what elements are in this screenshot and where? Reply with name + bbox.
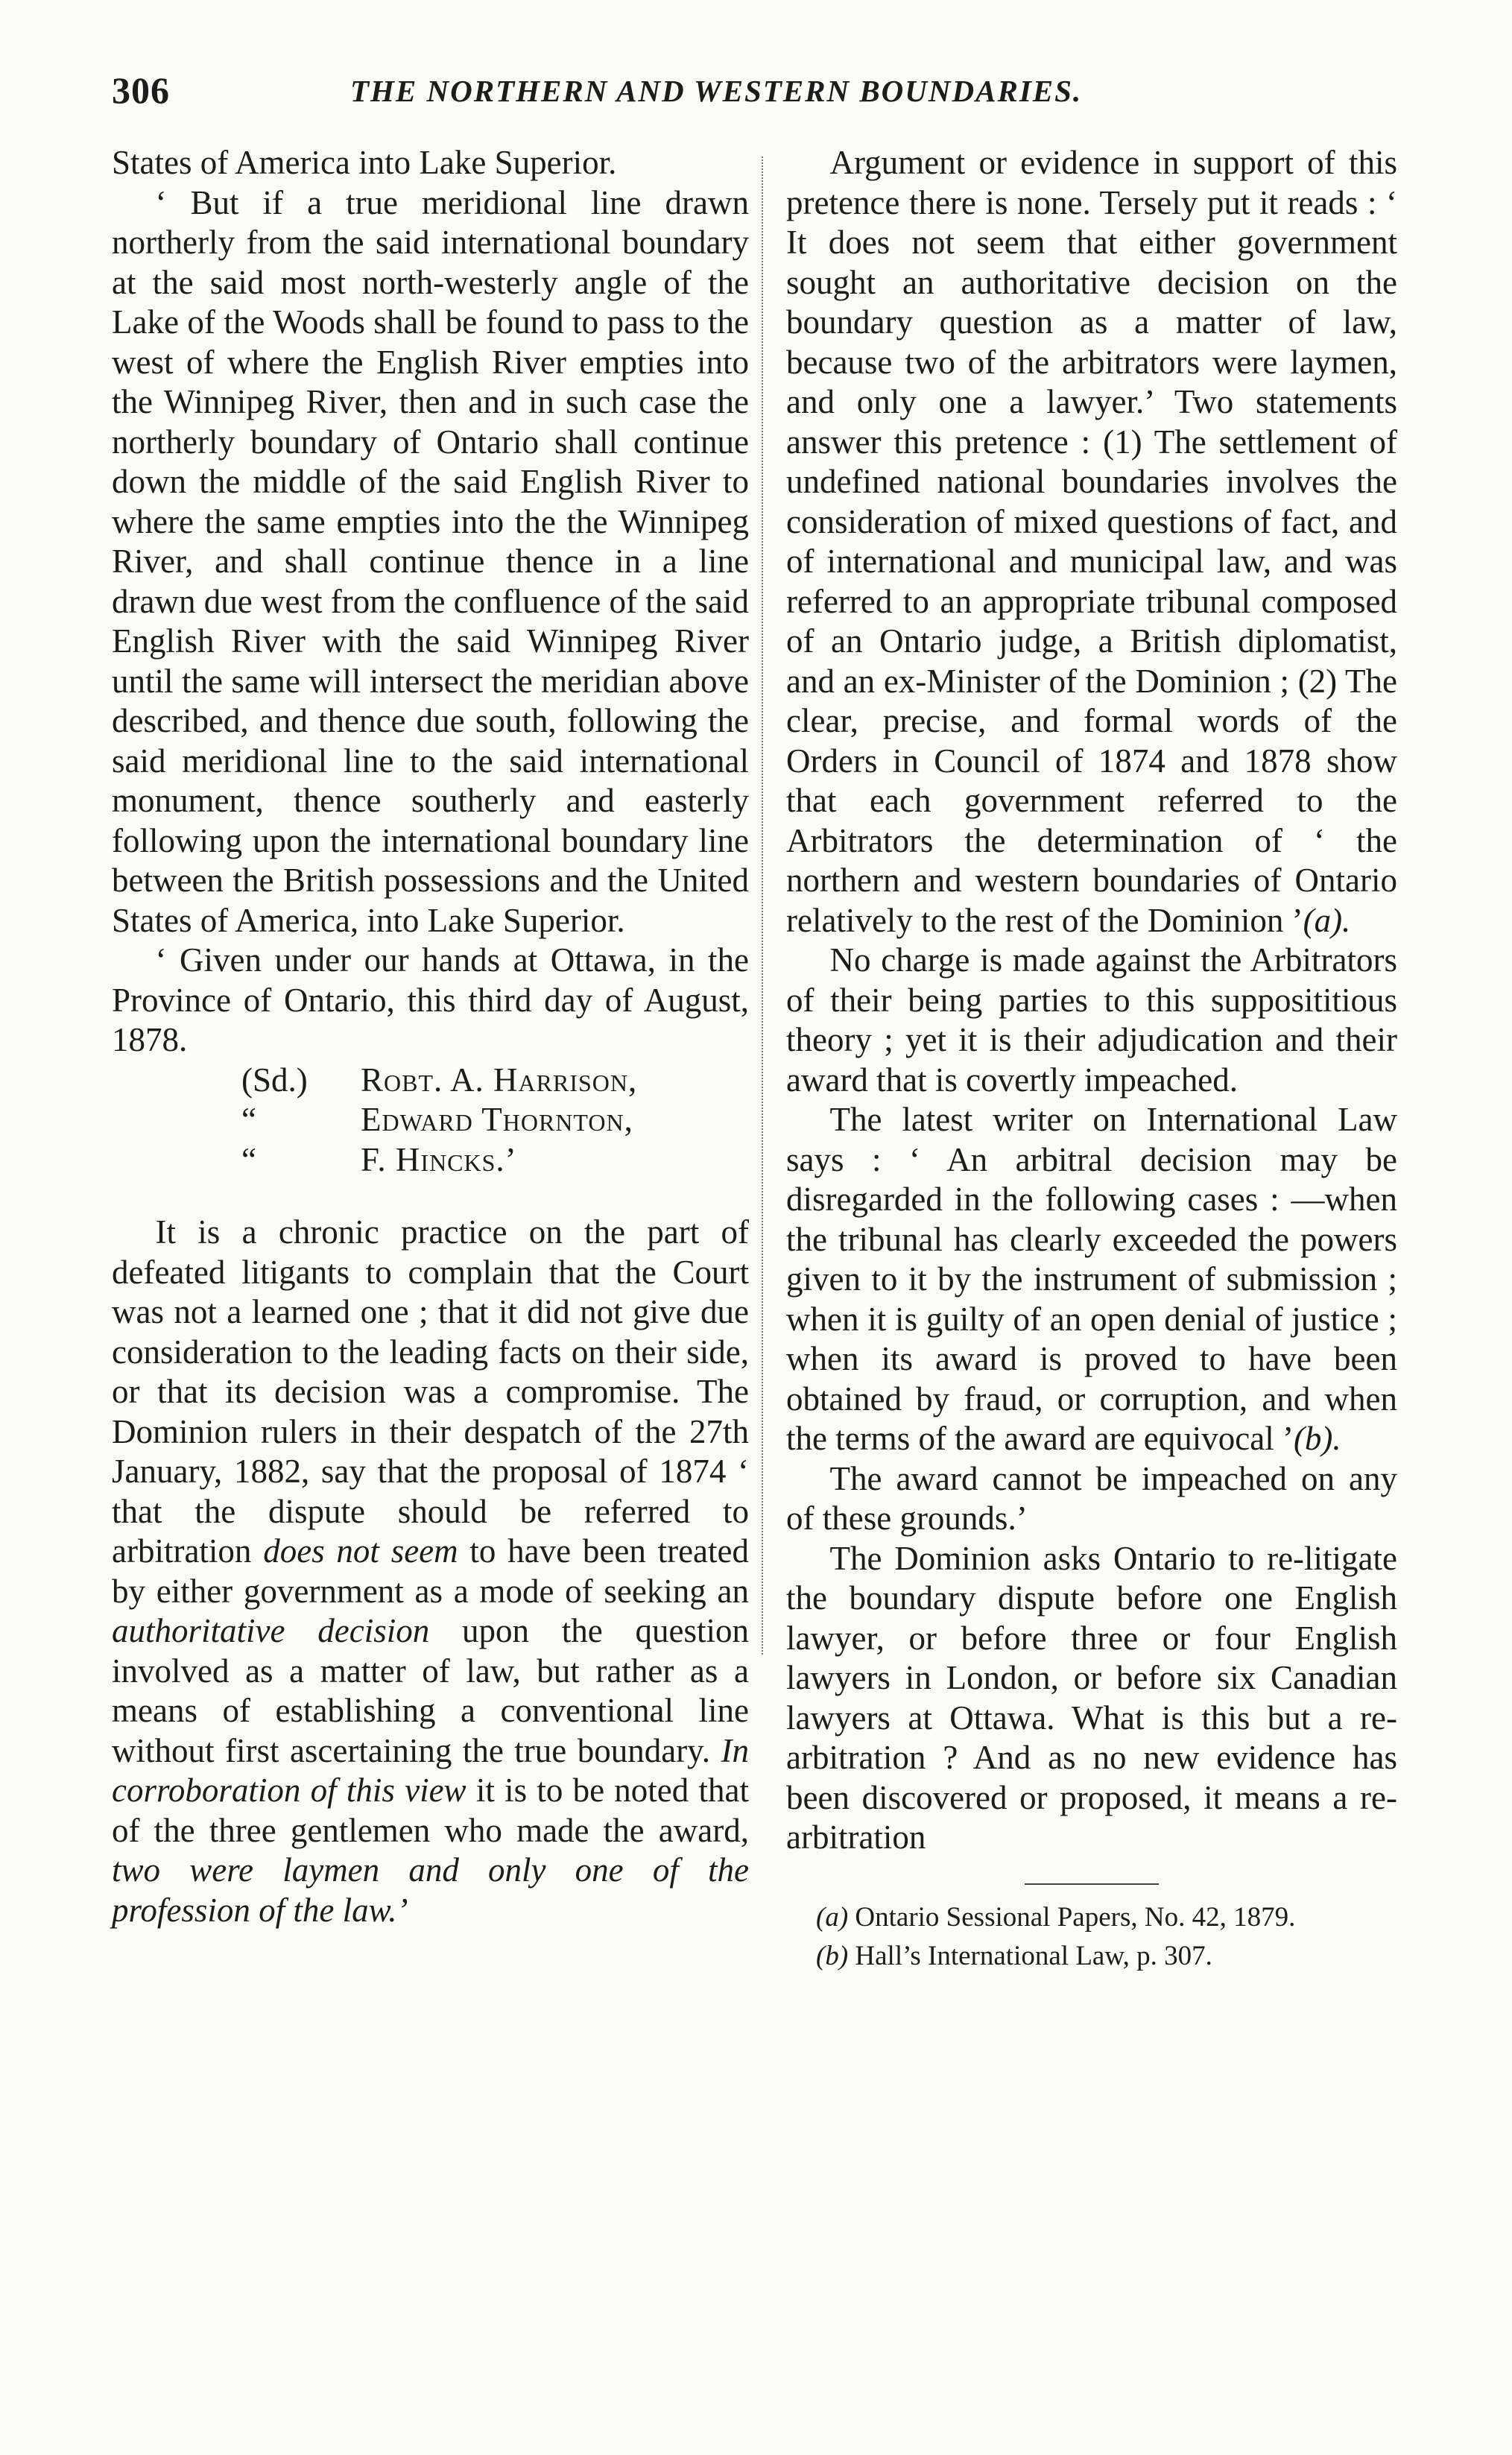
paragraph: ‘ Given under our hands at Ottawa, in the Province of Ontario, this third day of August, 1878.: [112, 941, 749, 1058]
footnote-mark: (b): [816, 1940, 849, 1971]
paragraph: ‘ But if a true meridional line drawn northerly from the said international boundary at the said most north-westerly angle of the Lake of the Woods shall be found to pass to the west of where the English River empties into the Winnipeg River, then and in such case the northerly boundary of Ontario shall continue down the middle of the said English River to where the same empties into the the Winnipeg River, and shall continue thence in a line drawn due west from the confluence of the said English River with the said Winnipeg River until the same will intersect the meridian above described, and thence due south, following the said meridional line to the said international monument, thence southerly and easterly following upon the international boundary line between the British possessions and the United States of America, into Lake Superior.: [112, 183, 749, 939]
paragraph: [786, 1100, 1397, 1459]
signature-label: (Sd.): [241, 1061, 308, 1099]
left-column: [112, 143, 749, 1930]
signature-line: [112, 1140, 749, 1181]
footnote-rule: [1025, 1883, 1159, 1885]
italic-text: In corroboration of this view: [112, 1731, 749, 1809]
italic-text: authoritative decision: [112, 1612, 430, 1649]
signatory-name: Edward Thornton,: [361, 1101, 633, 1138]
italic-text: two were laymen and only one of the profession of the law.’: [112, 1851, 749, 1929]
paragraph: States of America into Lake Superior.: [112, 144, 617, 181]
page-number: 306: [112, 69, 170, 111]
text-run: It is a chronic practice on the part of defeated litigants to complain that the Court was not a learned one ; that it did not give due consideration to the leading facts on their side, or that its decision was a compromise. The Dominion rulers in their despatch of the 27th January, 1882, say that the proposal of 1874 ‘ that the dispute should be referred to arbitration: [112, 1213, 749, 1570]
running-title: THE NORTHERN AND WESTERN BOUNDARIES.: [350, 74, 1083, 108]
italic-text: does not seem: [263, 1532, 458, 1570]
signatory-name: Robt. A. Harrison,: [361, 1061, 638, 1099]
paragraph: No charge is made against the Arbitrators of their being parties to this supposititious theory ; yet it is their adjudication and their award that is covertly impeached.: [786, 941, 1397, 1099]
footnote-text: Hall’s International Law, p. 307.: [848, 1940, 1212, 1971]
page-header: [112, 69, 1408, 128]
right-column: [786, 143, 1397, 1976]
paragraph: The Dominion asks Ontario to re-litigate the boundary dispute before one English lawyer, or before three or four English lawyers in London, or before six Canadian lawyers at Ottawa. What is this but a re-arbitration ? And as no new evidence has been discovered or proposed, it means a re-arbitration: [786, 1539, 1397, 1856]
footnote-mark: (a): [816, 1901, 849, 1933]
text-run: The latest writer on International Law says : ‘ An arbitral decision may be disregarded in the following cases : —when the tribunal has clearly exceeded the powers given to it by the instrument of submission ; when it is guilty of an open denial of justice ; when its award is proved to have been obtained by fraud, or corruption, and when the terms of the award are equivocal ’: [786, 1101, 1397, 1457]
signature-line: [112, 1100, 749, 1140]
footnote-text: Ontario Sessional Papers, No. 42, 1879.: [848, 1901, 1296, 1933]
footnote: [786, 1898, 1397, 1937]
text-run: to have been treated by either government as a mode of seeking an: [112, 1532, 749, 1610]
column-divider: [762, 157, 763, 1655]
ditto-mark: “: [241, 1140, 256, 1178]
text-run: Argument or evidence in support of this pretence there is none. Tersely put it reads : ‘ It does not seem that either government sought an authoritative decision on the boundary question as a matter of law, because two of the arbitrators were laymen, and only one a lawyer.’ Two statements answer this pretence : (1) The settlement of undefined national boundaries involves the consideration of mixed questions of fact, and of international and municipal law, and was referred to an appropriate tribunal composed of an Ontario judge, a British diplomatist, and an ex-Minister of the Dominion ; (2) The clear, precise, and formal words of the Orders in Council of 1874 and 1878 show that each government referred to the Arbitrators the determination of ‘ the northern and western boundaries of Ontario relatively to the rest of the Dominion ’: [786, 144, 1397, 939]
text-run: upon the question involved as a matter of law, but rather as a means of establishing a conventional line without first ascertaining the true boundary.: [112, 1612, 750, 1769]
paragraph: The award cannot be impeached on any of these grounds.’: [786, 1459, 1397, 1537]
signature-block: [112, 1061, 749, 1181]
footnote-ref: (a).: [1303, 901, 1351, 939]
footnote: [786, 1937, 1397, 1976]
signature-line: [112, 1061, 749, 1101]
ditto-mark: “: [241, 1101, 256, 1138]
signatory-name: F. Hincks.’: [361, 1140, 517, 1178]
text-run: it is to be noted that of the three gentlemen who made the award,: [112, 1772, 750, 1849]
footnote-ref: (b).: [1293, 1420, 1341, 1457]
paragraph: [112, 1213, 749, 1930]
paragraph: [786, 143, 1397, 941]
